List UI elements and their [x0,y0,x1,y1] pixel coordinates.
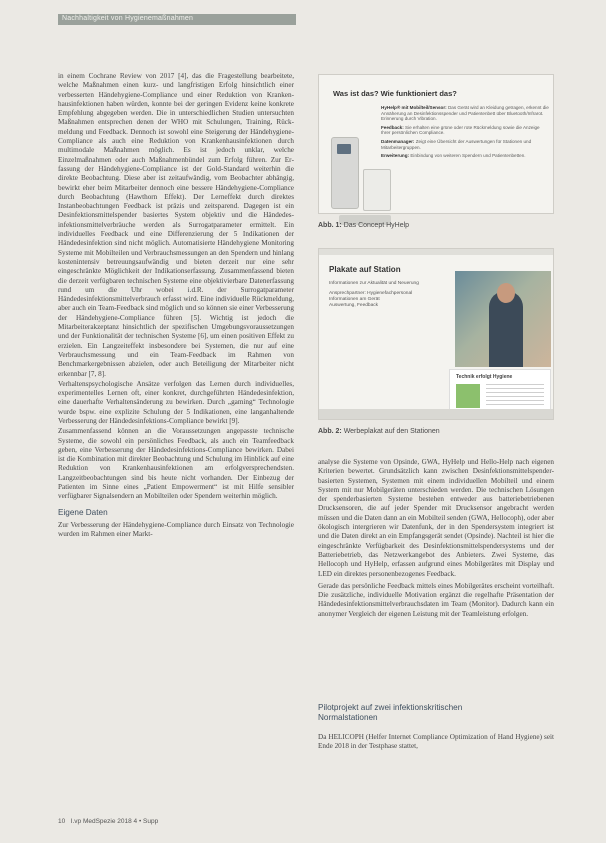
dispenser-icon [363,169,391,211]
section-heading-pilotprojekt: Pilotprojekt auf zwei infektionskritischen Normalstationen [318,703,463,722]
figure-2-lines: Informationen zur Aktualität und Neuerung Ansprechpartner: Hygienefachpersonal Informationen am Gerät Auswertung, Feedback [329,281,419,308]
figure-2-caption: Abb. 2: Werbeplakat auf den Stationen [318,428,440,435]
left-column [58,72,294,799]
device-icon [331,137,359,209]
figure-1 [318,74,554,214]
left-paragraph-3: Zusammenfassend können an die Voraussetzungen angepasste technische Systeme, die sowohl ein persönliches Feedback, als auch ein Teamfeedback geben, eine Verbesserung der Händedesinfektions-Compliance bewirken. Dabei ist die Kombination mit direkter Beobachtung und Schulung im Hinblick auf eine Reduktion von Krankenhausinfektionen am erfolgversprechendsten. Langzeitbeobachtungen sind bis heute nicht vorhanden. Der Einbezug der Patienten im Sinne eines „Patient Empowerment“ ist mit Hilfe sensibler verfügbarer Signalsendern an Mobilteilen oder Spendern weiterhin möglich. [58,427,294,501]
left-paragraph-4: Zur Verbesserung der Händehygiene-Compliance durch Einsatz von Technologie wurden im Rahmen einer Markt- [58,520,294,538]
left-paragraph-1: in einem Cochrane Review von 2017 [4], das die Fragestellung bearbeitete, welche Maßnahmen einen kurz- und langfristigen Erfolg hinsichtlich einer verbesserten Händehygiene-Compliance und einer Reduktion von Krankenhausinfektionen haben würden, konnte bei der geringen Evidenz keine konkrete Empfehlung abgegeben werden. Die in unterschiedlichen Studien untersuchten Maßnahmen entsprechen denen der WHO mit Schulungen, Training, Rückmeldung und Feedback. Dennoch ist sowohl eine Steigerung der Händehygiene-Compliance als auch eine Reduktion von Krankenhausinfektionen durch multimodale Maßnahmen möglich. Es ist jedoch unklar, welche Einzelmaßnahmen oder auch Maßnahmenbündel zum Erfolg führen. Zur Erfassung der Händehygiene-Compliance ist der Gold-Standard weiterhin die direkte Beobachtung. Diese aber ist zeitaufwändig, vom Beobachter abhängig, bewirkt eher beim Mitarbeiter dennoch eine bessere Händehygiene-Compliance durch Beobachtung (Hawthorn Effekt). Der Lerneffekt durch direktes Instanbeobachtungen Feedback ist präzis und zeitsparend. Dagegen ist ein Desinfektionsmittelspender basiertes System objektiv und die Händedesinfektionsmittelverbräuche werden als Surrogatparameter ermittelt. Ein individuelles Feedback und eine Differenzierung der 5 Indikationen der Händedesinfektion sind nicht möglich. Automatisierte Händehygiene Monitoring Systeme mit Mobilteilen und Verbrauchsmessungen an den Spendern und hinlang kostenintensiv betreuungsaufwändig und bieten derzeit nur eine sehr eingeschränkte Möglichkeit der Indikationserfassung. Zusammenfassend bieten die derzeit verfügbaren technischen Systeme eine objektivierbare Datenerfassung rund um die Uhr wobei i.d.R. der Surrogatparameter Händedesinfektionsmittelverbrauch erfasst wird. Eine individuelle Rückmeldung, aber auch ein Team-Feedback sind möglich und so können sie einer Verbesserung der Händehygiene-Compliance führen [5]. Wichtig ist jedoch die Mitarbeiterakzeptanz hinsichtlich der spezifischen Umgebungsvoraussetzungen und der Funktionalität der technischen Systeme [6], um einen positiven Effekt zu erzielen. Ein Langzeiteffekt insbesondere bei Systemen, die nur auf eine Verbrauchsmessung und ein Team-Feedback im Rahmen von Benchmarkergebnissen abzielen, oder auch Beteiligung der Mitarbeiter nicht erkennbar [7, 8]. [58,72,294,378]
poster-panel: Technik erfolgt Hygiene [449,369,551,415]
figure-2 [318,248,554,420]
figure-1-item: Datenmanager: Zeigt eine Übersicht der Auswertungen für Stationen und Mitarbeitergruppen. [381,138,532,150]
right-paragraph-3: Da HELICOPH (Helfer Internet Compliance Optimization of Hand Hygiene) seit Ende 2018 in der Testphase stattet, [318,733,554,751]
journal-name: I.vp MedSpezie 2018 4 • Supp [70,818,159,825]
right-column [318,458,554,778]
green-badge-icon [456,384,480,408]
poster-photo [455,271,551,367]
section-heading-eigene-daten: Eigene Daten [58,507,108,517]
figure-1-caption: Abb. 1: Das Concept HyHelp [318,222,410,229]
page-footer [58,818,158,825]
figure-1-items [381,105,549,162]
right-paragraph-1: analyse die Systeme von Opsinde, GWA, HyHelp und Hello-Help nach eigenen Kriterien bewertet. Grundsätzlich kann zwischen Desinfektionsmittelspender-basierten Systemen, Systemen mit einem individuellen Mobilteil und einem System mit nur Mobilgeräten unterschieden werden. Die technischen Lösungen der spenderbasierten Systeme bestehen entweder aus batteriebetriebenen Drucksensoren, die auf jeder Spender mit Drucksensor angebracht werden müssen und die Daten dann an ein Mobilteil senden (GWA, Hellocoph), oder aber ökologisch intergrieren wir Datenfunk, der in den Spendersystem integriert ist und die Daten direkt an ein Empfangsgerät sendet (Opsinde). Nachteil ist hier die eingeschränkte Verfügbarkeit des Desinfektionsmittelspendersystems und der Batteriebetrieb, das Netzwerkangebot des Anbieters. Zwei Systeme, das Hellocoph und HyHelp, erfassen aufgrund eines Mobilgerätes mit Display und LED ein direktes personenbezogenes Feedback. [318,458,554,578]
figure-1-item: HyHelp® mit Mobilteil/Sensor: Das Gerät wird an Kleidung getragen, erkennt die Annäherung an Desinfektionsspender und Patientenbett über Bluetooth/Infrarot. Erinnerung durch Vibration. [381,105,549,122]
left-paragraph-2: Verhaltenspsychologische Ansätze verfolgen das Lernen durch individuelles, experimentelles Lernen oft, einer konkret, durchgeführten Händedesinfektion, eine dauerhafte Verhaltensänderung zu bewirken. Durch „gaming“ Technologie wurde bspw. eine explizite Schulung der 5 Indikationen, eine langanhaltende Verbesserung der Händedesinfektions-Compliance bewirkt [9]. [58,379,294,425]
right-paragraph-2: Gerade das persönliche Feedback mittels eines Mobilgerätes erscheint vorteilhaft. Die zusätzliche, individuelle Motivation ergänzt die regelhafte Präsentation der Händedesinfektionsmittelverbrauchsdaten im Team (Monitor). Dadurch kann ein anonymer Vergleich der eigenen Leistung mit der Teamleistung erfolgen. [318,581,554,618]
figure-1-title: Was ist das? Wie funktioniert das? [333,89,457,98]
page-number: 10 [58,818,66,825]
figure-2-title: Plakate auf Station [329,265,401,274]
running-header: Nachhaltigkeit von Hygienemaßnahmen [62,15,194,22]
figure-1-item: Feedback: Sie erhalten eine grüne oder rote Rückmeldung sowie die Anzeige Ihrer persönlichen Compliance. [381,124,540,136]
figure-1-item: Erweiterung: Einbindung von weiteren Spendern und Patientenbetten. [381,153,526,159]
